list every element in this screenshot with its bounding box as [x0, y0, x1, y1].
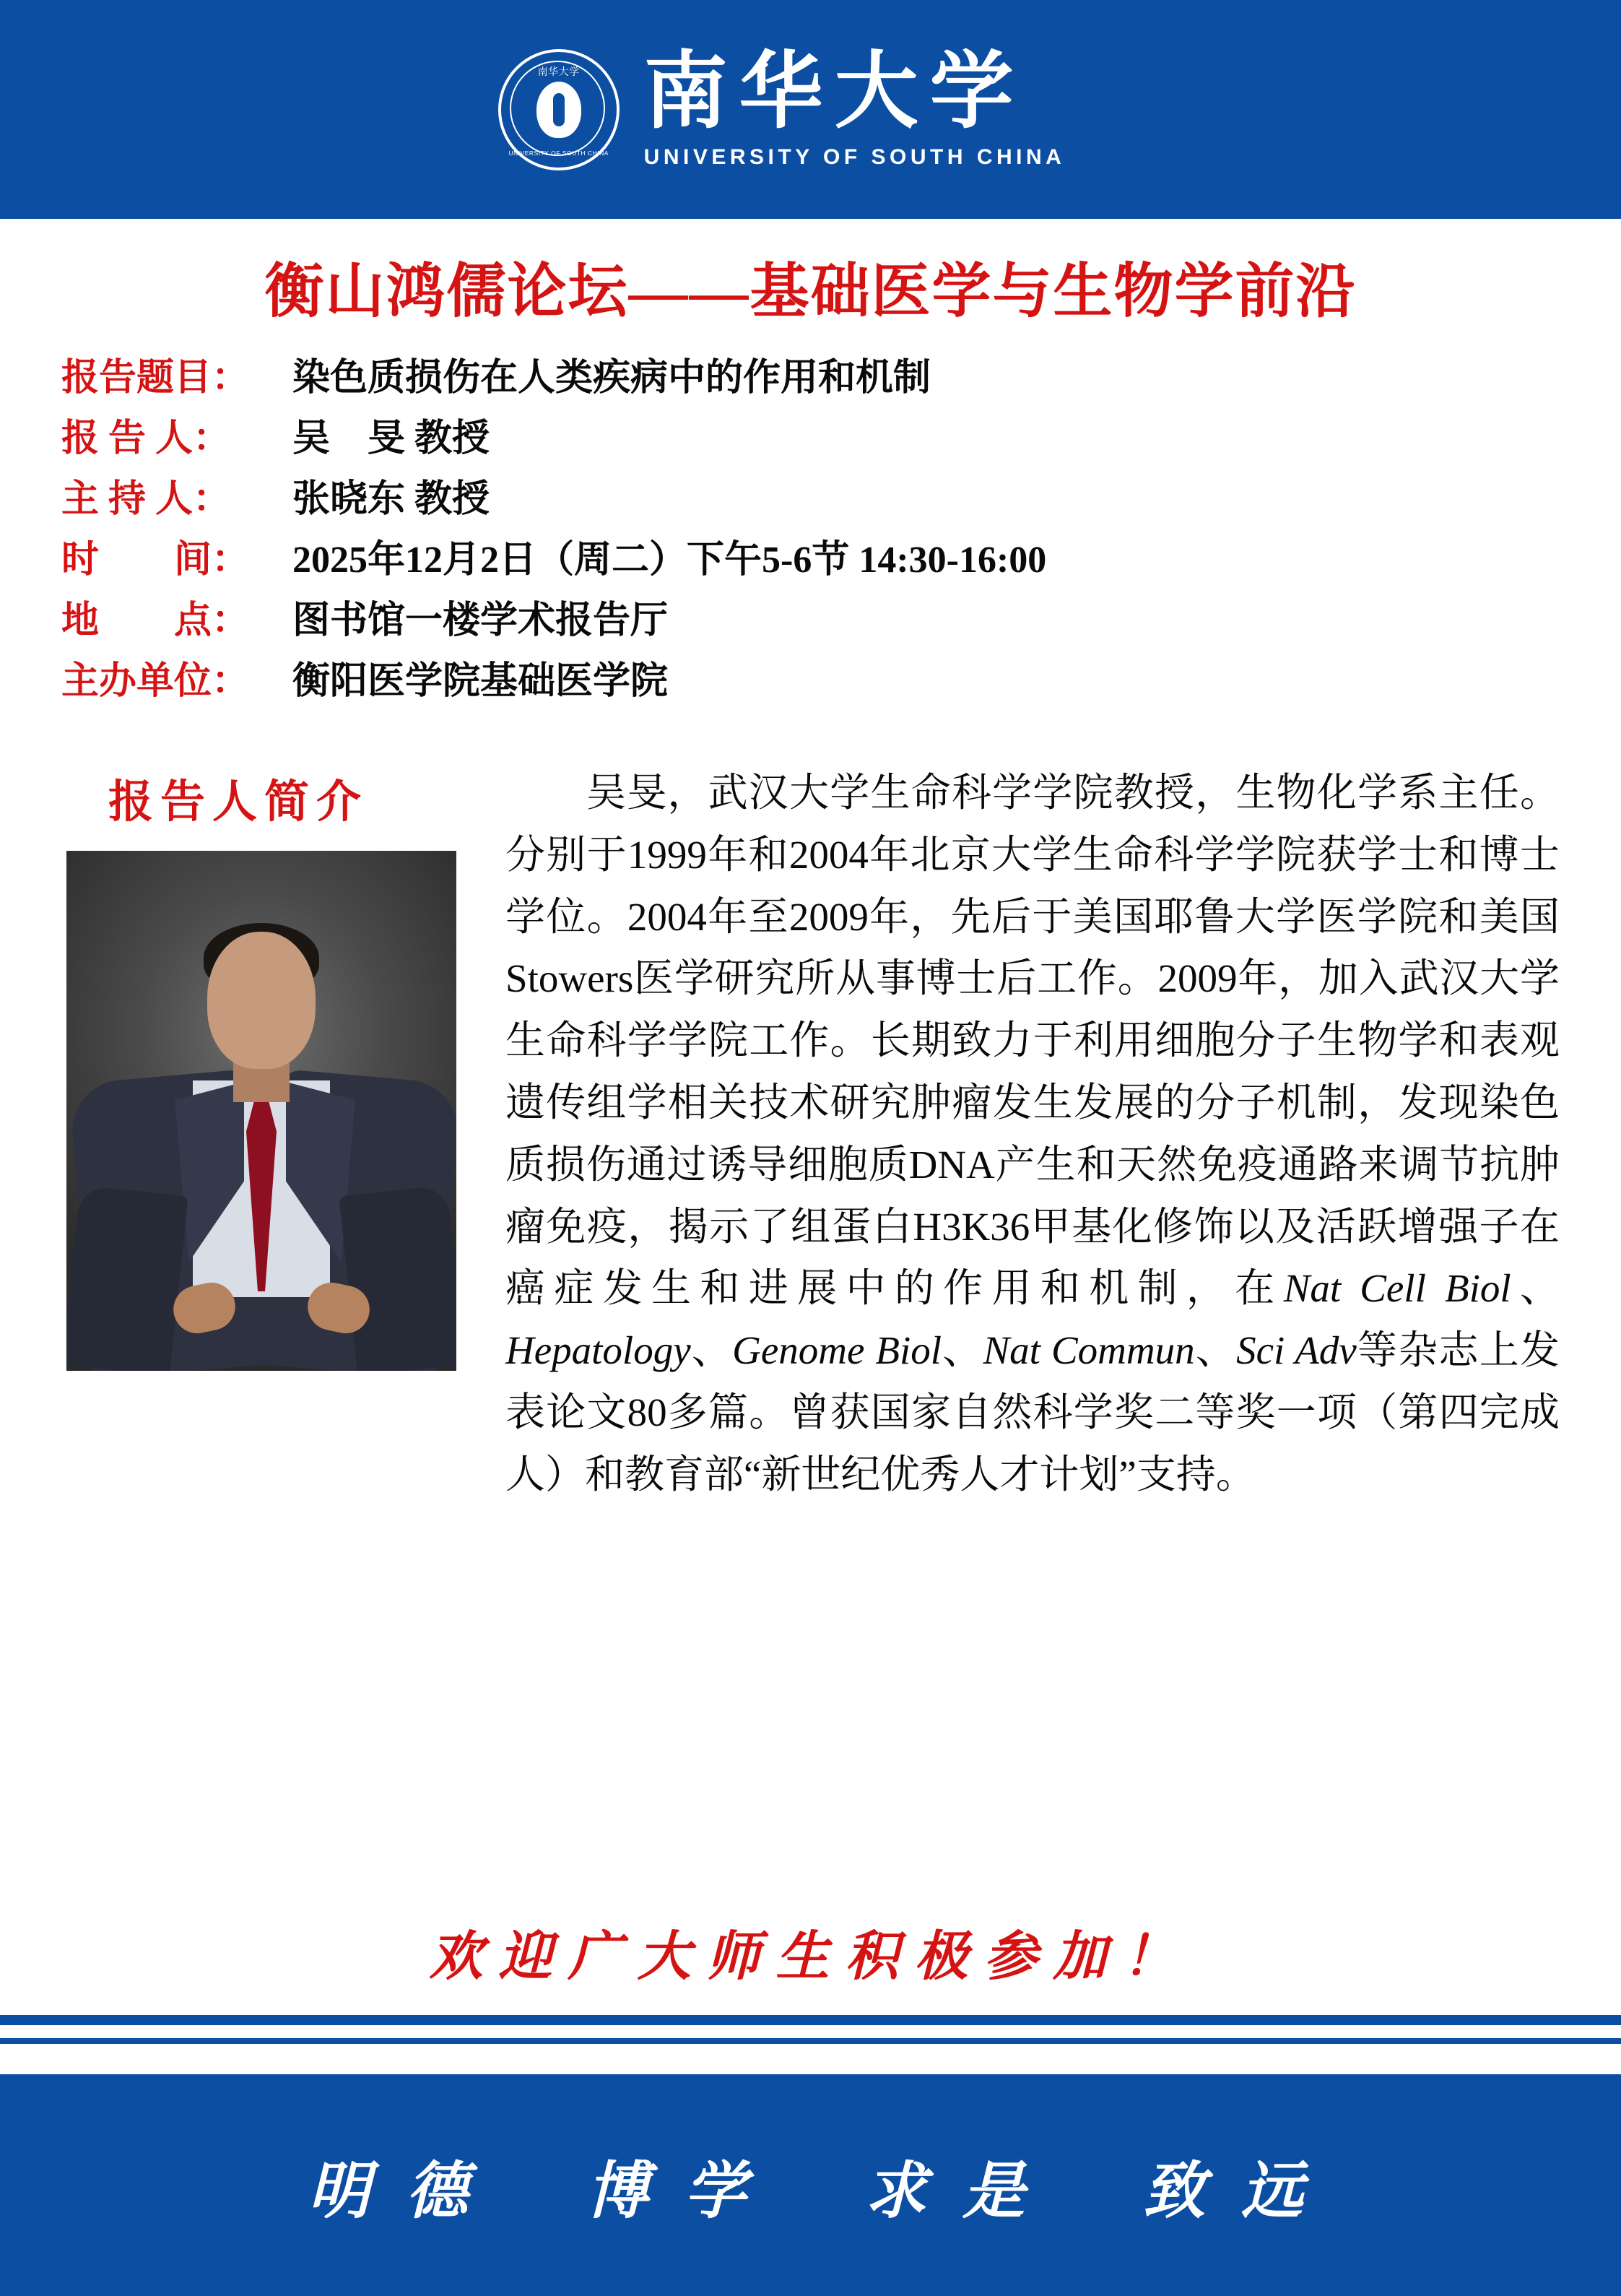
seal-emblem-icon [536, 82, 581, 138]
info-value-organizer: 衡阳医学院基础医学院 [292, 661, 669, 702]
info-label-time: 时 间： [61, 540, 250, 581]
portrait-head [207, 932, 316, 1069]
portrait-arm-left [66, 1185, 188, 1371]
seal-bottom-text: UNIVERSITY OF SOUTH CHINA [508, 149, 609, 157]
info-value-time: 2025年12月2日（周二）下午5-6节 14:30-16:00 [292, 540, 1047, 581]
seal-top-text: 南华大学 [537, 65, 580, 77]
info-label-venue: 地 点： [61, 600, 250, 641]
welcome-message: 欢迎广大师生积极参加！ [429, 1928, 1192, 1987]
event-info-block [61, 347, 1556, 711]
header-band [0, 0, 1621, 219]
footer-band [0, 2074, 1621, 2296]
university-seal-icon [498, 49, 620, 170]
info-row [61, 468, 1556, 522]
journal-name-4: Nat Commun [983, 1328, 1195, 1373]
journal-name-2: Hepatology [505, 1328, 691, 1373]
info-row [61, 347, 1556, 401]
university-name-cn: 南华大学 [643, 46, 1025, 139]
info-label-speaker: 报 告 人： [61, 418, 231, 459]
bio-heading: 报告人简介 [108, 778, 369, 827]
journal-sep-3: 、 [942, 1328, 983, 1373]
motto-3: 求 是 [864, 2156, 1035, 2226]
bio-text [505, 762, 1560, 1506]
info-row [61, 529, 1556, 583]
university-name-en: UNIVERSITY OF SOUTH CHINA [643, 145, 1066, 170]
info-label-organizer: 主办单位： [61, 661, 250, 702]
journal-name-1: Nat Cell Biol [1283, 1266, 1511, 1311]
journal-sep-4: 、 [1194, 1328, 1237, 1373]
university-wordmark [643, 46, 1066, 170]
info-value-speaker: 吴 旻 教授 [292, 418, 490, 459]
divider-thin [0, 2038, 1621, 2044]
journal-name-3: Genome Biol [732, 1328, 942, 1373]
university-logo [498, 46, 1066, 170]
journal-name-5: Sci Adv [1236, 1328, 1357, 1373]
portrait-arm-right [339, 1185, 456, 1371]
info-row [61, 650, 1556, 704]
info-value-host: 张晓东 教授 [292, 479, 490, 520]
journal-sep-2: 、 [690, 1328, 733, 1373]
page-title: 衡山鸿儒论坛——基础医学与生物学前沿 [264, 259, 1357, 324]
divider-thick [0, 2015, 1621, 2025]
info-label-topic: 报告题目： [61, 358, 250, 399]
journal-sep-1: 、 [1511, 1266, 1560, 1311]
info-value-topic: 染色质损伤在人类疾病中的作用和机制 [292, 358, 931, 399]
bio-text-part2: 等杂志上发表论文80多篇。曾获国家自然科学奖二等奖一项（第四完成人）和教育部“新世纪优秀人才计划”支持。 [505, 1328, 1560, 1496]
info-label-host: 主 持 人： [61, 479, 231, 520]
motto-1: 明 德 [308, 2156, 478, 2226]
info-row [61, 589, 1556, 644]
motto-2: 博 学 [586, 2156, 757, 2226]
info-row [61, 407, 1556, 462]
bio-text-part1: 吴旻，武汉大学生命科学学院教授，生物化学系主任。分别于1999年和2004年北京大学生命科学学院获学士和博士学位。2004年至2009年，先后于美国耶鲁大学医学院和美国Stowers医学研究所从事博士后工作。2009年，加入武汉大学生命科学学院工作。长期致力于利用细胞分子生物学和表观遗传组学相关技术研究肿瘤发生发展的分子机制，发现染色质损伤通过诱导细胞质DNA产生和天然免疫通路来调节抗肿瘤免疫，揭示了组蛋白H3K36甲基化修饰以及活跃增强子在癌症发生和进展中的作用和机制，在 [505, 771, 1560, 1311]
info-value-venue: 图书馆一楼学术报告厅 [292, 600, 669, 641]
motto-4: 致 远 [1143, 2156, 1313, 2226]
speaker-portrait [66, 851, 456, 1371]
